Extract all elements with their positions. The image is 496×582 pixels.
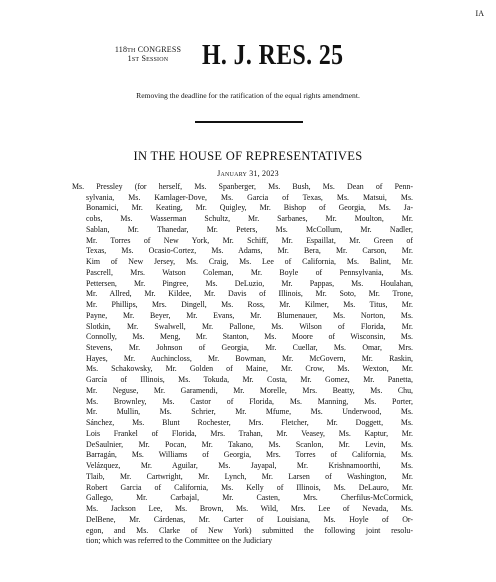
bill-number: H. J. RES. 25: [202, 39, 344, 71]
sponsor-line: Mr. Allred, Mr. Kildee, Mr. Davis of Illinois, Mr. Soto, Mr. Trone,: [86, 289, 413, 299]
document-tag: IA: [475, 9, 484, 18]
sponsor-line: tion; which was referred to the Committee on the Judiciary: [86, 536, 273, 546]
sponsor-line: Mr. Mullin, Ms. Schrier, Mr. Mfume, Ms. Underwood, Ms.: [86, 407, 413, 417]
sponsor-line: Pascrell, Mrs. Watson Coleman, Mr. Boyle of Pennsylvania, Ms.: [86, 267, 413, 277]
sponsor-paragraph: [72, 182, 413, 547]
congress-number: 118th CONGRESS: [114, 45, 182, 54]
bill-subtitle: Removing the deadline for the ratification of the equal rights amendment.: [136, 91, 360, 100]
sponsor-line: sylvania, Ms. Kamlager-Dove, Ms. Garcia of Texas, Ms. Matsui, Ms.: [86, 192, 413, 202]
sponsor-line: Mr. Torres of New York, Mr. Schiff, Mr. Espaillat, Mr. Green of: [86, 235, 413, 245]
sponsor-line: Lois Frankel of Florida, Mrs. Trahan, Mr. Veasey, Ms. Kaptur, Mr.: [86, 428, 413, 438]
sponsor-line: Connolly, Ms. Meng, Mr. Stanton, Ms. Moore of Wisconsin, Ms.: [86, 332, 413, 342]
sponsor-line: Ms. Brownley, Ms. Castor of Florida, Ms. Manning, Ms. Porter,: [86, 396, 413, 406]
sponsor-line: Ms. Pressley (for herself, Ms. Spanberger, Ms. Bush, Ms. Dean of Penn-: [72, 182, 413, 191]
sponsor-line: Velázquez, Mr. Aguilar, Ms. Jayapal, Mr. Krishnamoorthi, Ms.: [86, 461, 413, 471]
sponsor-line: Sablan, Mr. Thanedar, Mr. Peters, Ms. McCollum, Mr. Nadler,: [86, 224, 413, 234]
sponsor-line: Gallego, Mr. Carbajal, Mr. Casten, Mrs. Cherfilus-McCormick,: [86, 493, 413, 503]
sponsor-line: Payne, Mr. Beyer, Mr. Evans, Mr. Blumenauer, Ms. Norton, Ms.: [86, 310, 413, 320]
divider-rule: [195, 121, 303, 123]
sponsor-line: Robert Garcia of California, Ms. Kelly of Illinois, Ms. DeLauro, Mr.: [86, 482, 413, 492]
sponsor-line: Slotkin, Mr. Swalwell, Mr. Pallone, Ms. Wilson of Florida, Mr.: [86, 321, 413, 331]
sponsor-line: Tlaib, Mr. Cartwright, Mr. Lynch, Mr. Larsen of Washington, Mr.: [86, 471, 413, 481]
sponsor-line: Stevens, Mr. Johnson of Georgia, Mr. Cuellar, Ms. Omar, Mrs.: [86, 343, 413, 353]
sponsor-line: Texas, Ms. Ocasio-Cortez, Ms. Adams, Mr. Bera, Mr. Carson, Mr.: [86, 246, 413, 256]
sponsor-line: Ms. Schakowsky, Mr. Golden of Maine, Mr. Crow, Ms. Wexton, Mr.: [86, 364, 413, 374]
sponsor-line: egon, and Ms. Clarke of New York) submitted the following joint resolu-: [86, 525, 413, 535]
congress-session: [104, 45, 192, 63]
session-number: 1st Session: [127, 54, 169, 63]
chamber-heading: IN THE HOUSE OF REPRESENTATIVES: [133, 149, 363, 163]
sponsor-line: Sánchez, Ms. Blunt Rochester, Mrs. Fletcher, Mr. Doggett, Ms.: [86, 418, 413, 428]
sponsor-line: Mr. Neguse, Mr. Garamendi, Mr. Morelle, Mrs. Beatty, Ms. Chu,: [86, 385, 413, 395]
sponsor-line: Pettersen, Mr. Pingree, Ms. DeLuzio, Mr. Pappas, Ms. Houlahan,: [86, 278, 413, 288]
sponsor-line: Hayes, Mr. Auchincloss, Mr. Bowman, Mr. McGovern, Mr. Raskin,: [86, 353, 413, 363]
sponsor-line: Kim of New Jersey, Ms. Craig, Ms. Lee of California, Ms. Balint, Mr.: [86, 257, 413, 267]
sponsor-line: Ms. Jackson Lee, Ms. Brown, Ms. Wild, Mrs. Lee of Nevada, Ms.: [86, 504, 413, 514]
sponsor-line: Bonamici, Mr. Keating, Mr. Quigley, Mr. Bishop of Georgia, Ms. Ja-: [86, 203, 413, 213]
sponsor-line: cobs, Ms. Wasserman Schultz, Mr. Sarbanes, Mr. Moulton, Mr.: [86, 214, 413, 224]
introduction-date: January 31, 2023: [217, 169, 279, 178]
sponsor-line: Barragán, Ms. Williams of Georgia, Mrs. Torres of California, Ms.: [86, 450, 413, 460]
sponsor-line: DelBene, Mr. Cárdenas, Mr. Carter of Louisiana, Ms. Hoyle of Or-: [86, 514, 413, 524]
sponsor-line: García of Illinois, Ms. Tokuda, Mr. Costa, Mr. Gomez, Mr. Panetta,: [86, 375, 413, 385]
sponsor-line: Mr. Phillips, Mrs. Dingell, Ms. Ross, Mr. Kilmer, Ms. Titus, Mr.: [86, 300, 413, 310]
sponsor-line: DeSaulnier, Mr. Pocan, Mr. Takano, Ms. Scanlon, Mr. Levin, Ms.: [86, 439, 413, 449]
